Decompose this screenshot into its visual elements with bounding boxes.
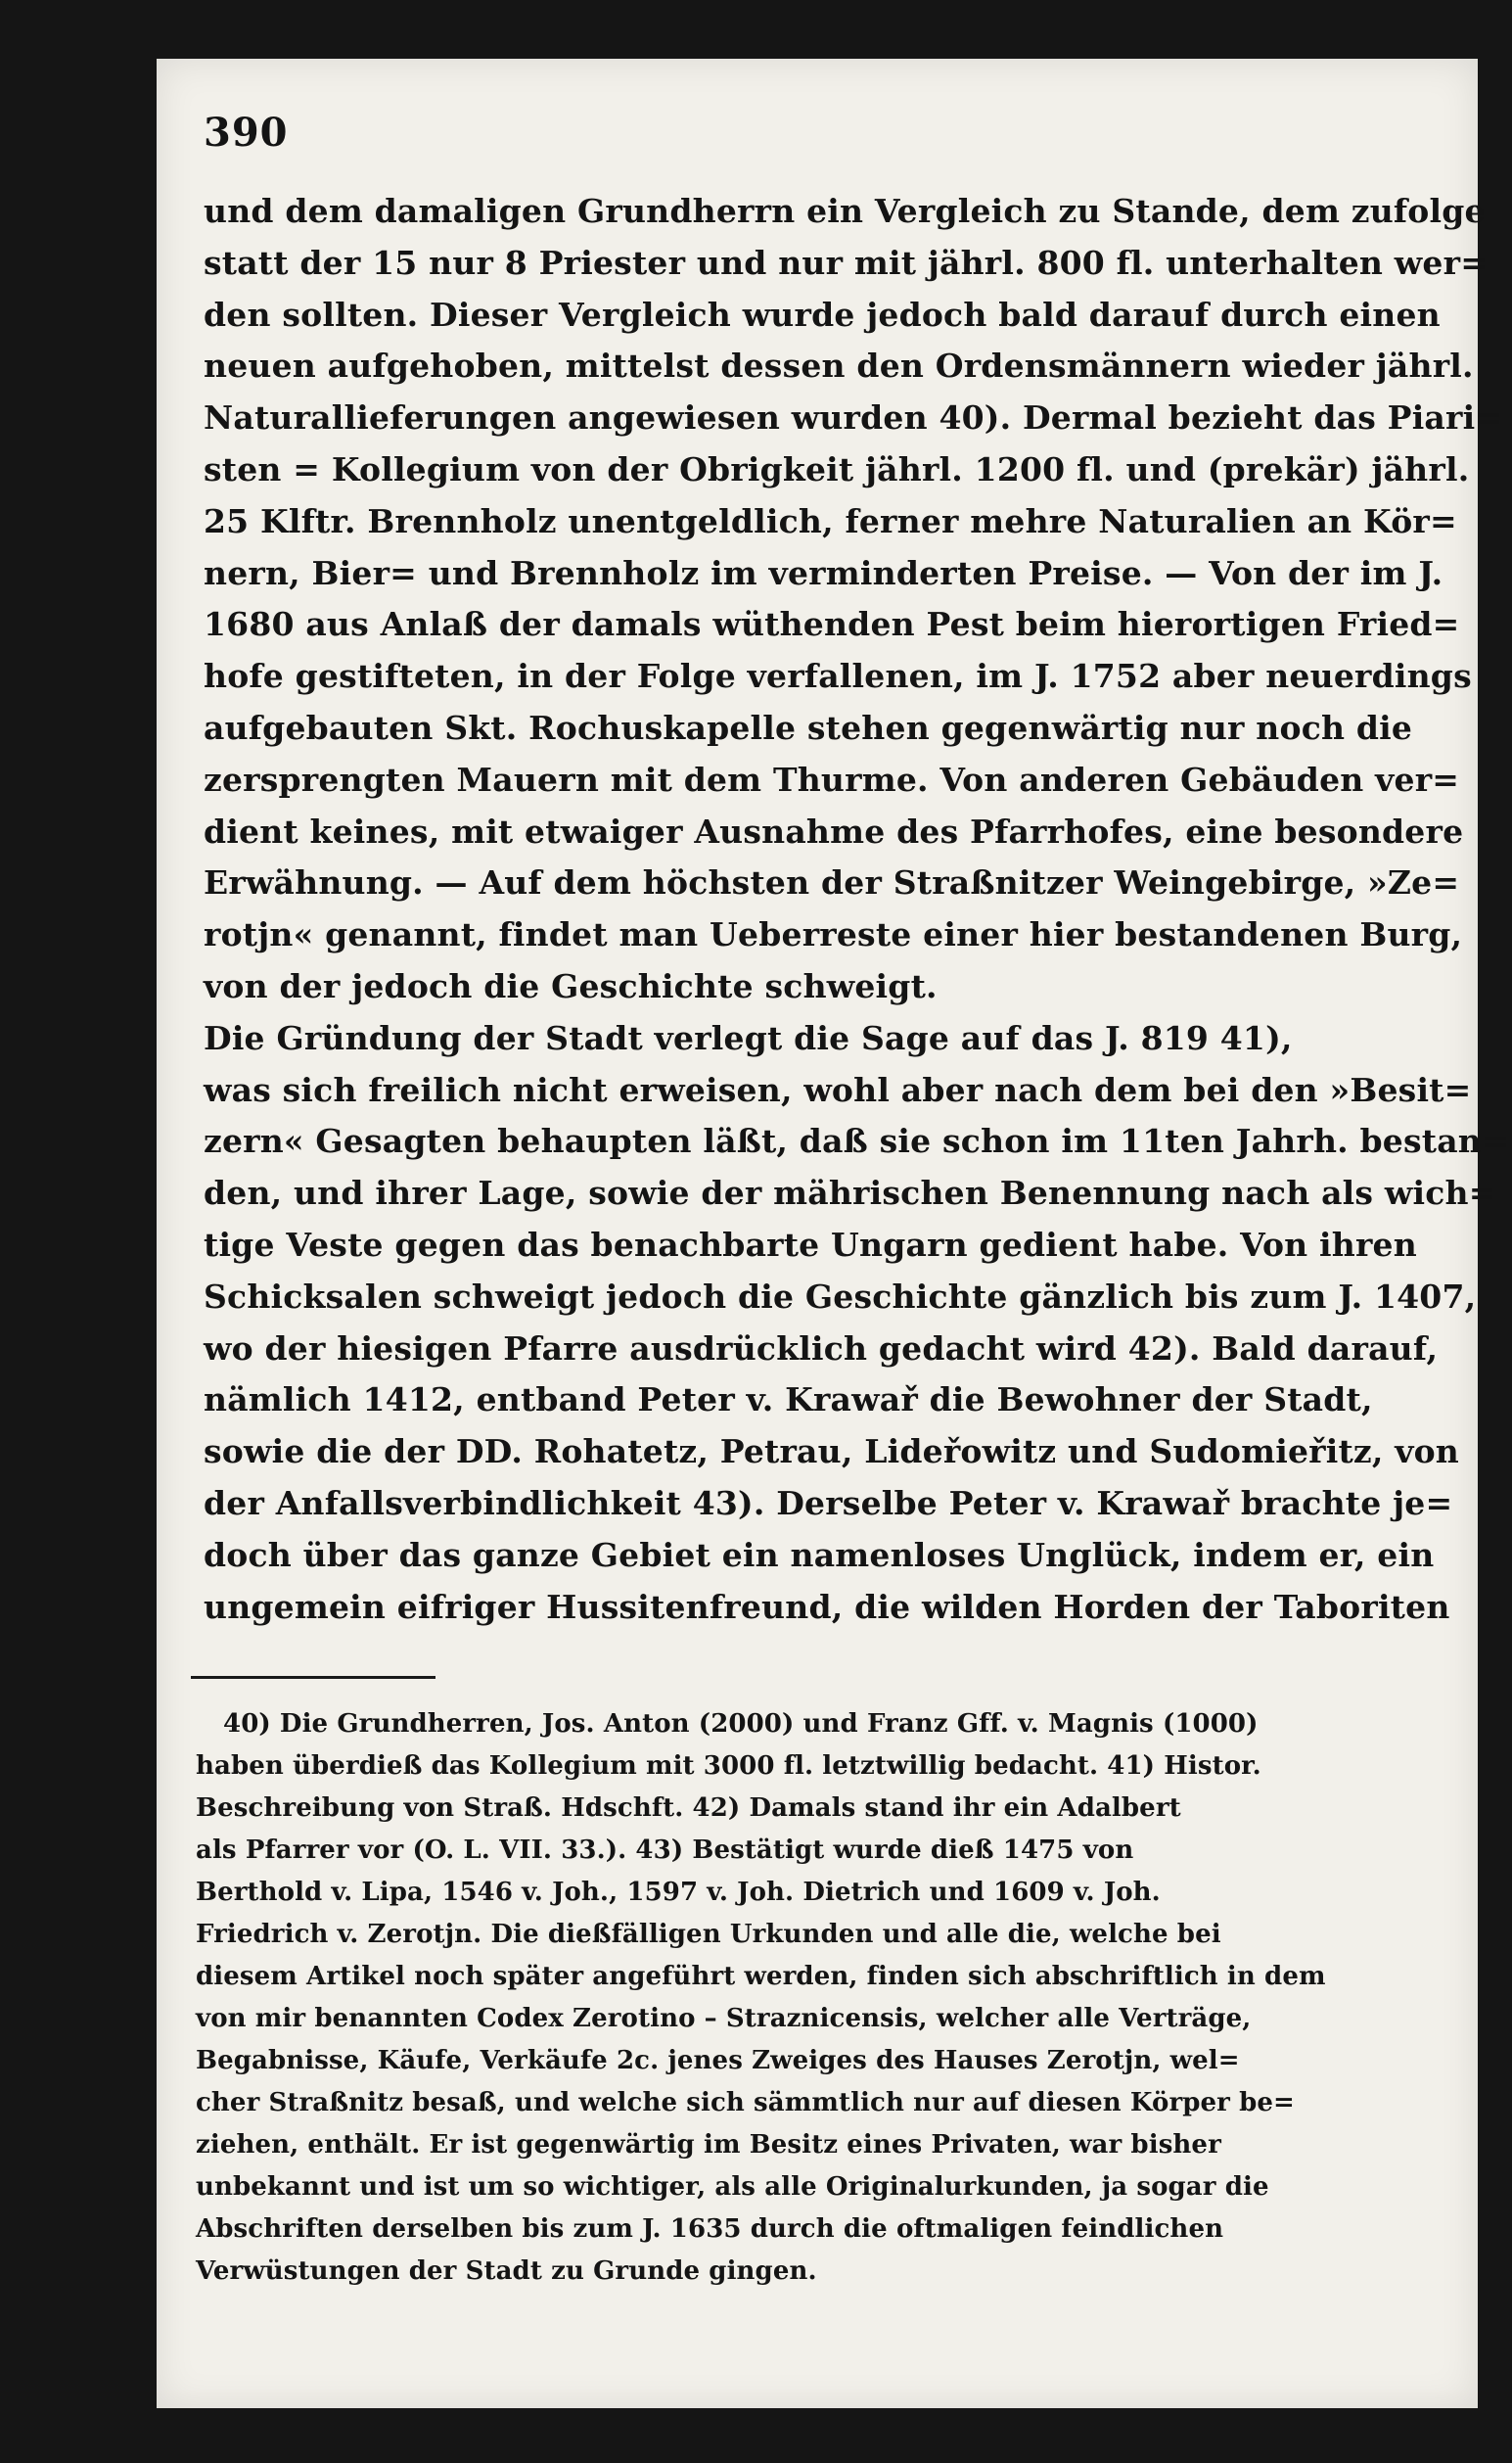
footnote-line: Begabnisse, Käufe, Verkäufe 2c. jenes Zweiges des Hauses Zerotjn, wel= bbox=[196, 2046, 1240, 2075]
footnote-line: unbekannt und ist um so wichtiger, als alle Originalurkunden, ja sogar die bbox=[196, 2172, 1269, 2202]
text-line: Schicksalen schweigt jedoch die Geschichte gänzlich bis zum J. 1407, bbox=[204, 1277, 1477, 1316]
text-line: und dem damaligen Grundherrn ein Vergleich zu Stande, dem zufolge bbox=[204, 192, 1486, 230]
text-line: von der jedoch die Geschichte schweigt. bbox=[204, 966, 938, 1005]
text-line: ungemein eifriger Hussitenfreund, die wilden Horden der Taboriten bbox=[204, 1587, 1450, 1626]
text-line: Naturallieferungen angewiesen wurden 40). Dermal bezieht das Piari= bbox=[204, 398, 1503, 438]
footnote-line: diesem Artikel noch später angeführt werden, finden sich abschriftlich in dem bbox=[196, 1962, 1326, 1991]
text-line: dient keines, mit etwaiger Ausnahme des Pfarrhofes, eine besondere bbox=[204, 812, 1464, 851]
text-line: tige Veste gegen das benachbarte Ungarn gedient habe. Von ihren bbox=[204, 1225, 1417, 1264]
footnote-line: ziehen, enthält. Er ist gegenwärtig im Besitz eines Privaten, war bisher bbox=[196, 2130, 1221, 2160]
text-line: nämlich 1412, entband Peter v. Krawař die Bewohner der Stadt, bbox=[204, 1380, 1373, 1419]
text-line: sowie die der DD. Rohatetz, Petrau, Lideřowitz und Sudomieřitz, von bbox=[204, 1432, 1459, 1471]
footnote-line: Berthold v. Lipa, 1546 v. Joh., 1597 v. Joh. Dietrich und 1609 v. Joh. bbox=[196, 1878, 1161, 1907]
text-line: Erwähnung. — Auf dem höchsten der Straßnitzer Weingebirge, »Ze= bbox=[204, 863, 1460, 903]
main-text bbox=[204, 186, 1509, 1633]
book-page bbox=[157, 59, 1509, 2408]
text-line: statt der 15 nur 8 Priester und nur mit jährl. 800 fl. unterhalten wer= bbox=[204, 243, 1489, 282]
footnote-line: Friedrich v. Zerotjn. Die dießfälligen Urkunden und alle die, welche bei bbox=[196, 1920, 1221, 1949]
text-line: was sich freilich nicht erweisen, wohl aber nach dem bei den »Besit= bbox=[204, 1070, 1472, 1109]
text-line: 1680 aus Anlaß der damals wüthenden Pest beim hierortigen Fried= bbox=[204, 605, 1460, 644]
footnote-line: als Pfarrer vor (O. L. VII. 33.). 43) Bestätigt wurde dieß 1475 von bbox=[196, 1836, 1134, 1865]
text-line: 25 Klftr. Brennholz unentgeldlich, ferner mehre Naturalien an Kör= bbox=[204, 501, 1457, 540]
text-line: neuen aufgehoben, mittelst dessen den Ordensmännern wieder jährl. bbox=[204, 347, 1474, 386]
footnote-line: von mir benannten Codex Zerotino – Straznicensis, welcher alle Verträge, bbox=[196, 2004, 1252, 2033]
footnote-line: haben überdieß das Kollegium mit 3000 fl. letztwillig bedacht. 41) Histor. bbox=[196, 1751, 1261, 1781]
text-line: aufgebauten Skt. Rochuskapelle stehen gegenwärtig nur noch die bbox=[204, 708, 1413, 747]
text-line: wo der hiesigen Pfarre ausdrücklich gedacht wird 42). Bald darauf, bbox=[204, 1328, 1439, 1368]
text-line: doch über das ganze Gebiet ein namenloses Unglück, indem er, ein bbox=[204, 1535, 1435, 1574]
footnote-line: Abschriften derselben bis zum J. 1635 durch die oftmaligen feindlichen bbox=[196, 2214, 1224, 2244]
text-line: hofe gestifteten, in der Folge verfallenen, im J. 1752 aber neuerdings bbox=[204, 657, 1472, 696]
text-line: zern« Gesagten behaupten läßt, daß sie schon im 11ten Jahrh. bestan= bbox=[204, 1122, 1509, 1161]
footnote-line: Beschreibung von Straß. Hdschft. 42) Damals stand ihr ein Adalbert bbox=[196, 1793, 1181, 1823]
footnote-divider bbox=[191, 1676, 435, 1679]
footnote-line: Verwüstungen der Stadt zu Grunde gingen. bbox=[196, 2256, 817, 2286]
footnotes bbox=[196, 1703, 1370, 2293]
text-line: den sollten. Dieser Vergleich wurde jedoch bald darauf durch einen bbox=[204, 295, 1441, 334]
text-line: zersprengten Mauern mit dem Thurme. Von anderen Gebäuden ver= bbox=[204, 760, 1460, 799]
text-line: Die Gründung der Stadt verlegt die Sage auf das J. 819 41), bbox=[204, 1018, 1293, 1057]
text-line: rotjn« genannt, findet man Ueberreste einer hier bestandenen Burg, bbox=[204, 915, 1463, 954]
text-line: den, und ihrer Lage, sowie der mährischen Benennung nach als wich= bbox=[204, 1174, 1496, 1213]
footnote-line: cher Straßnitz besaß, und welche sich sämmtlich nur auf diesen Körper be= bbox=[196, 2088, 1295, 2117]
text-line: nern, Bier= und Brennholz im verminderten Preise. — Von der im J. bbox=[204, 553, 1443, 592]
page-number: 390 bbox=[204, 110, 289, 156]
footnote-line: 40) Die Grundherren, Jos. Anton (2000) und Franz Gff. v. Magnis (1000) bbox=[223, 1709, 1259, 1739]
text-line: sten = Kollegium von der Obrigkeit jährl. 1200 fl. und (prekär) jährl. bbox=[204, 449, 1470, 488]
text-line: der Anfallsverbindlichkeit 43). Derselbe Peter v. Krawař brachte je= bbox=[204, 1483, 1453, 1522]
